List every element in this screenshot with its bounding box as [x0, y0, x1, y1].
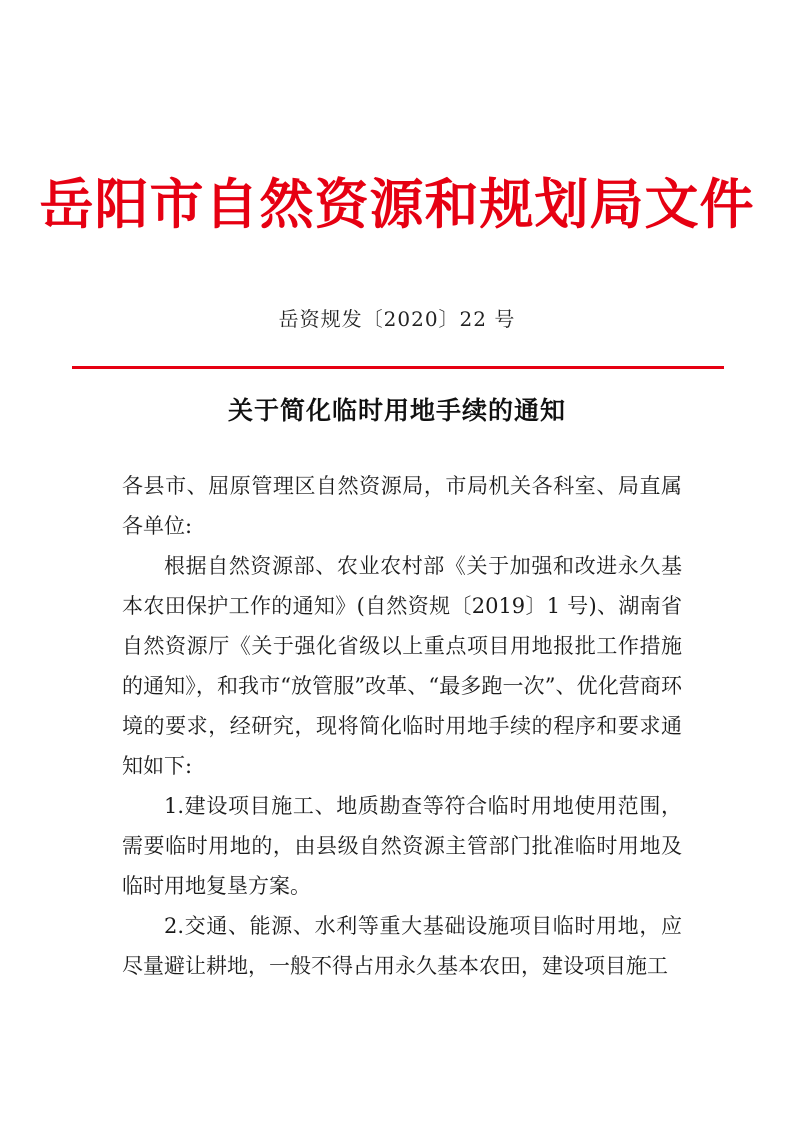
body-paragraph: 根据自然资源部、农业农村部《关于加强和改进永久基本农田保护工作的通知》(自然资规〔2019〕1 号)、湖南省自然资源厅《关于强化省级以上重点项目用地报批工作措施的通知》，和我市“放管服”改革、“最多跑一次”、优化营商环境的要求，经研究，现将简化临时用地手续的程序和要求通知如下: [122, 554, 682, 778]
red-separator-line [72, 366, 724, 369]
document-body [122, 466, 682, 986]
list-item: 2.交通、能源、水利等重大基础设施项目临时用地，应尽量避让耕地，一般不得占用永久基本农田，建设项目施工 [122, 914, 682, 978]
salutation: 各县市、屈原管理区自然资源局，市局机关各科室、局直属各单位: [122, 474, 682, 538]
document-number: 岳资规发〔2020〕22 号 [278, 307, 516, 331]
list-item: 1.建设项目施工、地质勘查等符合临时用地使用范围，需要临时用地的，由县级自然资源主管部门批准临时用地及临时用地复垦方案。 [122, 794, 682, 898]
notice-title: 关于简化临时用地手续的通知 [227, 396, 566, 425]
issuer-title: 岳阳市自然资源和规划局文件 [39, 172, 755, 236]
